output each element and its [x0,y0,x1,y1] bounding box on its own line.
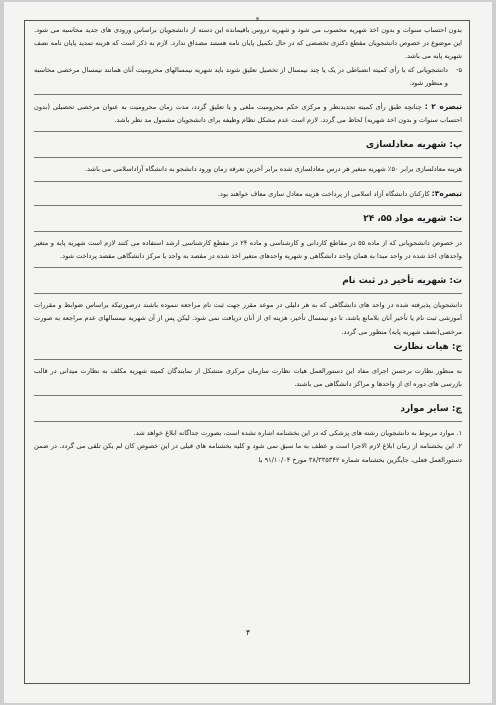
item-5-text: دانشجویانی که با رأی کمیته انضباطی در یک یا چند نیمسال از تحصیل تعلیق شوند باید شهریه نیمسالهای محرومیت آنان همانند نیمسال مرخصی محاسبه و منظور شود. [34,65,448,87]
note-2-label: تبصره ۲ : [424,102,462,112]
section-divider [34,181,462,182]
section-j-heading: ج: هیات نظارت [393,341,462,352]
section-ch-item-1: ۱. موارد مربوط به دانشجویان رشته های پزشکی که در این بخشنامه اشاره نشده است، بصورت جداگانه ابلاغ خواهد شد. [133,429,462,438]
section-j-text: به منظور نظارت برحسن اجرای مفاد این دستورالعمل هیات نظارت سازمان مرکزی متشکل از نمایندگان کمیته شهریه مکلف به نظارت میدانی در قالب بازرسی های دوره ای از واحدها و مراکز دانشگاهی می باشند. [34,366,462,389]
note-2-text: چنانچه طبق رأی کمیته تجدیدنظر و مرکزی حکم محرومیت ملغی و یا تعلیق گردد، مدت زمان محرومیت به عنوان مرخصی تحصیلی (بدون احتساب سنوات و بدون اخذ شهریه) لحاظ می گردد. لازم است عدم مشکل نظام وظیفه برای دانشجویان مشمول مد نظر باشد. [34,103,462,125]
intro-paragraph: بدون احتساب سنوات و بدون اخذ شهریه محسوب می شود و شهریه دروس باقیمانده این دسته از دانشجویان براساس ورودی های جدید محاسبه می شود. این موضوع در خصوص دانشجویان مقطع دکتری تخصصی که در حال تکمیل پایان نامه هستند مصداق ندارد. لازم به ذکر است که هزینه تمدید پایان نامه نصف شهریه پایه می باشد. [34,26,462,61]
note-2 [34,100,462,127]
section-divider [34,395,462,396]
note-3-label: تبصره۳: [431,188,462,198]
note-3-text: کارکنان دانشگاه آزاد اسلامی از پرداخت هزینه معادل سازی معاف خواهند بود. [217,189,430,198]
note-3 [34,187,462,201]
section-ch-heading: چ: سایر موارد [400,404,462,415]
item-5-number: ۵- [456,65,462,74]
item-5 [34,64,462,90]
section-divider [34,157,462,158]
document-page [4,2,492,703]
section-th-text: دانشجویان پذیرفته شده در واحد های دانشگاهی که به هر دلیلی در موعد مقرر جهت ثبت نام مراجعه ننموده باشند درصورتیکه براساس ضوابط و مقررات آموزشی ثبت نام یا تأخیر آنان بلامانع باشد، تا دو نیمسال تأخیر، هزینه ای از آنان دریافت نمی شود. لیکن پس از آن شهریه نیمسالهای عدم مراجعه به صورت مرخصی(نصف شهریه پایه) منظور می گردد. [34,301,462,336]
section-divider [34,94,462,95]
section-p-heading: پ: شهریه معادلسازی [365,140,462,151]
section-p-text: هزینه معادلسازی برابر ۵۰٪ شهریه متغیر هر درس معادلسازی شده برابر آخرین تعرفه زمان ورود دانشجو به دانشگاه آزاداسلامی می باشد. [85,165,462,174]
section-t-heading: ت: شهریه مواد ۵۵، ۲۴ [363,213,462,224]
section-divider [34,293,462,294]
page-number: ۴ [245,628,251,637]
section-th-heading: ث: شهریه تأخیر در ثبت نام [342,276,462,287]
section-divider [34,267,462,268]
section-divider [34,359,462,360]
section-divider [34,231,462,232]
section-divider [34,131,462,132]
section-t-text: در خصوص دانشجویانی که از ماده ۵۵ در مقاطع کاردانی و کارشناسی و ماده ۲۴ در مقطع کارشناسی ارشد استفاده می کنند لازم است شهریه پایه و متغیر واحدهای اخذ شده در واحد مبدا به همان واحد دانشگاهی و شهریه واحدهای متغیر اخذ شده در مقصد به واحد یا مرکز دانشگاهی مقصد پرداخت شود. [34,238,462,261]
section-ch-item-2: ۲. این بخشنامه از زمان ابلاغ لازم الاجرا است و عطف به ما سبق نمی شود و کلیه بخشنامه های قبلی در این خصوص کان لم یکن تلقی می گردد. در ضمن دستورالعمل فعلی، جایگزین بخشنامه شماره ۳۸/۳۳۵۳۴۲ مورخ ۹۱/۱۰/۰۴ با [34,442,462,464]
section-divider [34,421,462,422]
page-content [34,24,462,467]
section-divider [34,205,462,206]
